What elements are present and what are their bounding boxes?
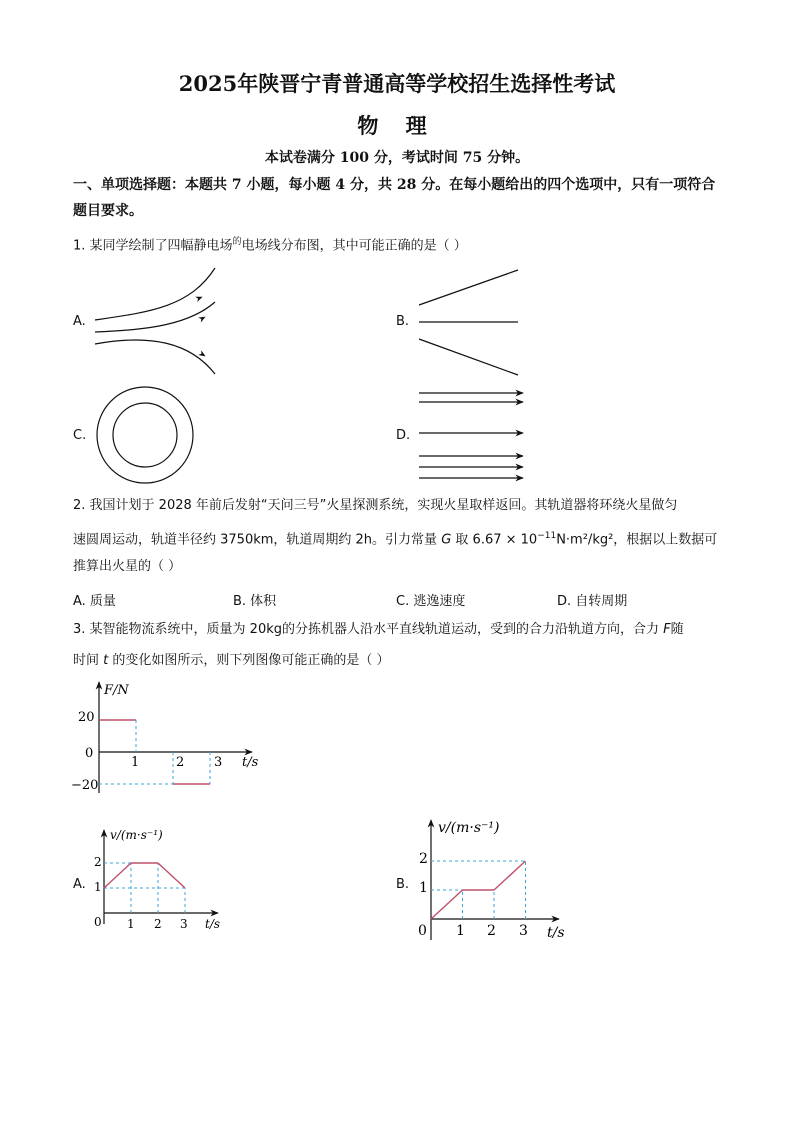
- q2-option-a: A. 质量: [73, 594, 116, 609]
- q2-option-b: B. 体积: [233, 594, 277, 609]
- f-y-label: F/N: [104, 683, 129, 698]
- q3-option-b-label: B.: [396, 877, 410, 892]
- a-xtick-3: 3: [180, 917, 188, 931]
- q3-symbol-f: F: [663, 622, 671, 637]
- f-xtick-2: 2: [176, 755, 185, 770]
- section-heading: 一、单项选择题：本题共 7 小题，每小题 4 分，共 28 分。在每小题给出的四个选项中，只有一项符合题目要求。: [73, 177, 716, 219]
- b-x-label: t/s: [547, 925, 565, 941]
- q2-stem-line1: 2. 我国计划于 2028 年前后发射“天问三号”火星探测系统，实现火星取样返回。其轨道器将环绕火星做匀: [73, 498, 678, 513]
- subject-title: 物 理: [357, 113, 437, 138]
- q1-option-a-figure: [90, 262, 230, 380]
- q2-stem-line3: 推算出火星的（ ）: [73, 559, 182, 574]
- q2-stem-line2-a: 速圆周运动，轨道半径约 3750km，轨道周期约 2h。引力常量: [73, 532, 438, 548]
- q3-stem-line1: [73, 614, 723, 646]
- a-y-label: v/(m·s⁻¹): [110, 828, 163, 842]
- q3-symbol-t: t: [103, 653, 109, 668]
- q1-stem: [73, 226, 723, 262]
- b-ytick-2: 2: [419, 851, 428, 867]
- field-line-top: [95, 268, 215, 320]
- exam-note: 本试卷满分 100 分，考试时间 75 分钟。: [264, 150, 530, 166]
- b-segment-0: [431, 890, 463, 919]
- b-xtick-1: 1: [456, 923, 465, 939]
- q3-stem-line2-a: 时间: [73, 653, 100, 668]
- b-plot-marks: [431, 861, 526, 919]
- q1-option-b-label: B.: [396, 314, 410, 329]
- q2-option-c: C. 逃逸速度: [396, 594, 466, 609]
- a-segment-0: [104, 863, 131, 888]
- b-segment-2: [494, 861, 526, 890]
- q2-exponent: −11: [537, 531, 557, 541]
- field-circle-outer: [97, 387, 193, 483]
- q1-option-c-figure: [90, 385, 200, 485]
- b-origin: 0: [418, 923, 427, 939]
- f-xtick-3: 3: [214, 755, 223, 770]
- b-ytick-1: 1: [419, 880, 428, 896]
- f-ytick-20: 20: [78, 710, 95, 725]
- q1-option-a-label: A.: [73, 314, 86, 329]
- q1-stem-part1: 1. 某同学绘制了四幅静电场: [73, 238, 233, 254]
- field-circle-inner: [113, 403, 177, 467]
- q3-option-a-graph: [88, 824, 228, 936]
- q1-option-d-label: D.: [396, 428, 411, 443]
- exam-title: 2025年陕晋宁青普通高等学校招生选择性考试: [178, 71, 616, 96]
- q3-stem-line2-b: 的变化如图所示，则下列图像可能正确的是（ ）: [112, 653, 390, 668]
- a-plot-marks: [104, 863, 185, 913]
- q2-option-d: D. 自转周期: [557, 594, 628, 609]
- a-ytick-1: 1: [94, 880, 102, 894]
- a-x-label: t/s: [205, 917, 221, 931]
- force-time-graph: [66, 678, 266, 798]
- field-line-top-arrow: [170, 297, 202, 310]
- q1-stem-sup: 的: [232, 237, 242, 247]
- b-xtick-3: 3: [519, 923, 528, 939]
- field-line-upper: [419, 270, 518, 305]
- field-line-bottom: [95, 340, 215, 374]
- q2-stem-line2-b: 取 6.67 × 10: [455, 532, 538, 548]
- f-x-label: t/s: [242, 755, 259, 770]
- q3-stem-line1-b: 随: [670, 622, 684, 637]
- a-xtick-2: 2: [154, 917, 162, 931]
- b-y-label: v/(m·s⁻¹): [438, 820, 500, 836]
- q1-option-b-figure: [414, 262, 524, 380]
- q1-option-d-figure: [414, 383, 529, 483]
- q3-stem-line2: [73, 645, 723, 677]
- field-line-lower: [419, 339, 518, 375]
- q2-constant-g: G: [441, 532, 452, 548]
- field-line-middle-arrow: [185, 317, 205, 328]
- f-xtick-1: 1: [131, 755, 140, 770]
- a-xtick-1: 1: [127, 917, 135, 931]
- q3-option-b-graph: [414, 814, 572, 946]
- f-ytick-neg20: −20: [71, 778, 99, 793]
- b-xtick-2: 2: [487, 923, 496, 939]
- a-ytick-2: 2: [94, 855, 102, 869]
- q3-stem-line1-a: 3. 某智能物流系统中，质量为 20kg的分拣机器人沿水平直线轨道运动，受到的合力沿轨道方向，合力: [73, 622, 659, 637]
- q3-option-a-label: A.: [73, 877, 86, 892]
- q1-option-c-label: C.: [73, 428, 87, 443]
- q1-stem-part2: 电场线分布图，其中可能正确的是（ ）: [241, 238, 467, 254]
- field-line-bottom-arrow: [186, 344, 205, 356]
- q2-stem-line2-c: N·m²/kg²，根据以上数据可: [556, 532, 718, 548]
- f-ytick-0: 0: [85, 746, 94, 761]
- a-origin: 0: [94, 915, 102, 929]
- a-segment-2: [158, 863, 185, 888]
